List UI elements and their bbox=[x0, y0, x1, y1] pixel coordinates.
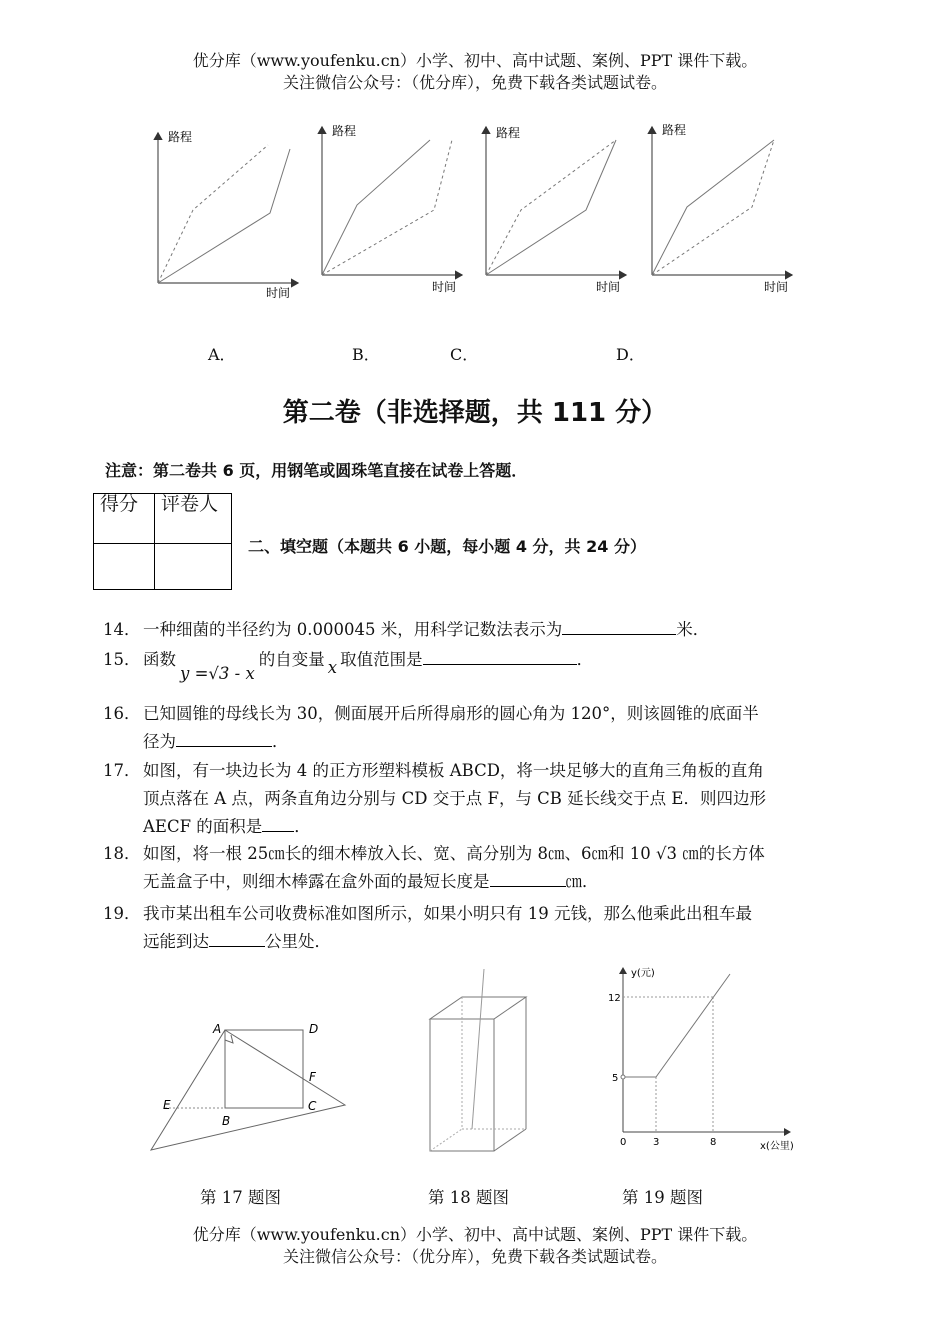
graph-a bbox=[158, 130, 298, 300]
grader-cell[interactable] bbox=[155, 544, 232, 590]
fig19-xtick-3: 3 bbox=[653, 1137, 660, 1148]
fig19-x-label: x(公里) bbox=[760, 1141, 794, 1152]
graph-b-x-label: 时间 bbox=[432, 280, 457, 294]
question-16: 16． 已知圆锥的母线长为 30，侧面展开后所得扇形的圆心角为 120°，则该圆锥的底面半 径为 ． bbox=[103, 704, 759, 751]
fig17-label-f: F bbox=[309, 1070, 316, 1084]
score-header: 得分 bbox=[94, 494, 155, 544]
figure-19 bbox=[605, 960, 805, 1155]
footer-line-1: 优分库（www.youfenku.cn）小学、初中、高中试题、案例、PPT 课件下载。 bbox=[192, 1225, 758, 1244]
score-table bbox=[93, 493, 232, 590]
graph-c-x-label: 时间 bbox=[596, 280, 621, 294]
formula-15: y =√3 - x bbox=[180, 664, 255, 683]
score-cell[interactable] bbox=[94, 544, 155, 590]
graph-a-x-label: 时间 bbox=[266, 286, 291, 300]
option-graphs bbox=[140, 115, 810, 305]
fig19-y-label: y(元) bbox=[631, 968, 655, 979]
notice: 注意：第二卷共 6 页，用钢笔或圆珠笔直接在试卷上答题． bbox=[105, 461, 528, 480]
graph-d-y-label: 路程 bbox=[662, 123, 687, 137]
fig17-label-d: D bbox=[309, 1022, 319, 1036]
caption-19: 第 19 题图 bbox=[622, 1188, 703, 1207]
answer-blank-14[interactable] bbox=[562, 616, 676, 635]
figure-18 bbox=[420, 965, 535, 1160]
question-19: 19． 我市某出租车公司收费标准如图所示，如果小明只有 19 元钱，那么他乘此出租车最 远能到达 公里处． bbox=[103, 904, 752, 951]
fig17-label-e: E bbox=[163, 1098, 171, 1112]
question-18: 18． 如图，将一根 25㎝长的细木棒放入长、宽、高分别为 8㎝、6㎝和 10 √3 ㎝的长方体 无盖盒子中，则细木棒露在盒外面的最短长度是 ㎝． bbox=[103, 844, 765, 891]
option-b: B． bbox=[352, 345, 380, 364]
fig19-xtick-8: 8 bbox=[710, 1137, 717, 1148]
answer-blank-15[interactable] bbox=[423, 646, 577, 665]
answer-blank-17[interactable] bbox=[262, 813, 294, 832]
section-title: 第二卷（非选择题，共 111 分） bbox=[282, 398, 668, 428]
graph-d-x-label: 时间 bbox=[764, 280, 789, 294]
graph-c bbox=[486, 126, 626, 294]
question-14: 14． 一种细菌的半径约为 0.000045 米，用科学记数法表示为 米． bbox=[103, 616, 863, 644]
fig17-label-a: A bbox=[213, 1022, 222, 1036]
option-d: D． bbox=[616, 345, 645, 364]
grader-header: 评卷人 bbox=[155, 494, 232, 544]
fig17-label-b: B bbox=[222, 1114, 231, 1128]
answer-blank-18[interactable] bbox=[490, 868, 566, 887]
fig19-ytick-5: 5 bbox=[612, 1073, 619, 1084]
fig19-xtick-0: 0 bbox=[620, 1137, 627, 1148]
question-15: 15． 函数y =√3 - x的自变量 x 取值范围是 ． bbox=[103, 646, 863, 674]
graph-b bbox=[322, 124, 462, 294]
caption-17: 第 17 题图 bbox=[200, 1188, 281, 1207]
fig19-ytick-12: 12 bbox=[608, 993, 621, 1004]
option-c: C． bbox=[450, 345, 479, 364]
answer-blank-16[interactable] bbox=[176, 728, 272, 747]
question-17: 17． 如图，有一块边长为 4 的正方形塑料模板 ABCD，将一块足够大的直角三角板的直角 顶点落在 A 点，两条直角边分别与 CD 交于点 F，与 CB 延长线交于点 E．则四边形 AECF 的面积是 ． bbox=[103, 761, 766, 836]
option-a: A． bbox=[208, 345, 236, 364]
header-line-1: 优分库（www.youfenku.cn）小学、初中、高中试题、案例、PPT 课件下载。 bbox=[192, 51, 758, 70]
graph-b-y-label: 路程 bbox=[332, 124, 357, 138]
graph-d bbox=[652, 123, 792, 294]
answer-blank-19[interactable] bbox=[209, 928, 265, 947]
footer-line-2: 关注微信公众号：（优分库），免费下载各类试题试卷。 bbox=[282, 1247, 667, 1266]
figure-17 bbox=[145, 1015, 360, 1160]
header-line-2: 关注微信公众号：（优分库），免费下载各类试题试卷。 bbox=[282, 73, 667, 92]
fig17-label-c: C bbox=[308, 1099, 317, 1113]
graph-c-y-label: 路程 bbox=[496, 126, 521, 140]
graph-a-y-label: 路程 bbox=[168, 130, 193, 144]
section-heading: 二、填空题（本题共 6 小题，每小题 4 分，共 24 分） bbox=[248, 537, 646, 556]
caption-18: 第 18 题图 bbox=[428, 1188, 509, 1207]
